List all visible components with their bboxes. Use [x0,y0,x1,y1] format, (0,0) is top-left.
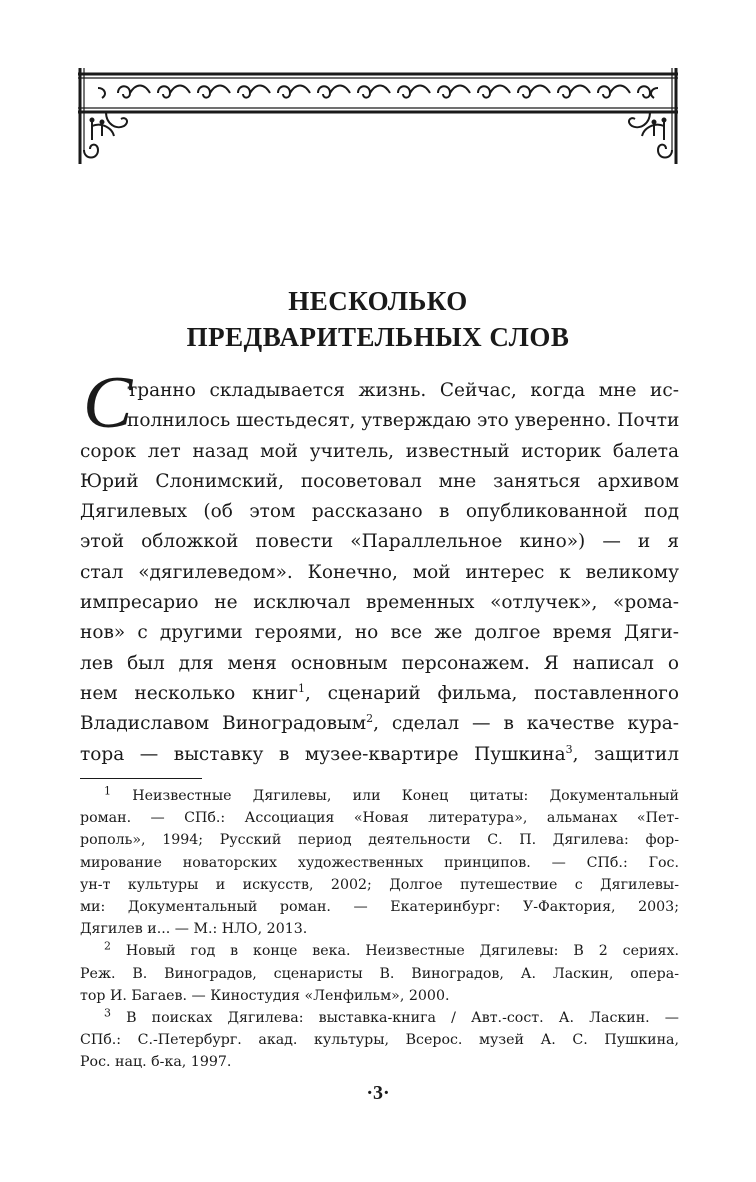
footnote-1-line: мирование новаторских художественных принципов. — СПб.: Гос. [80,854,679,871]
footnote-text: Неизвестные Дягилевы, или Конец цитаты: Документальный [132,788,679,804]
body-paragraph [80,376,679,770]
drop-cap-letter: С [83,362,133,444]
body-text-fragment: , защитил [572,743,679,765]
ornament-spirals [118,86,650,98]
footnote-3-line: Рос. нац. б-ка, 1997. [80,1054,232,1071]
footnote-2-number: 2 [104,939,111,953]
body-text-fragment: тора — выставку в музее-квартире Пушкина [80,743,566,765]
footnote-3-number: 3 [104,1006,111,1020]
body-line: транно складывается жизнь. Сейчас, когда мне ис- [127,380,679,401]
chapter-title-line-1: НЕСКОЛЬКО [288,286,468,316]
footnote-ref-1[interactable]: 1 [297,681,305,695]
body-text-fragment: Владиславом Виноградовым [80,713,367,735]
footnote-text: В поисках Дягилева: выставка-книга / Авт.-сост. А. Ласкин. — [126,1009,679,1026]
footnote-1-number: 1 [104,784,111,798]
body-line: Дягилевых (об этом рассказано в опубликованной под [80,501,679,523]
chapter-title [60,283,696,355]
body-line: полнилось шестьдесят, утверждаю это уверенно. Почти [127,410,680,432]
body-line: нов» с другими героями, но все же долгое время Дяги- [80,622,679,644]
footnotes [80,785,679,1073]
page-number: ·3· [366,1082,390,1104]
chapter-title-line-2: ПРЕДВАРИТЕЛЬНЫХ СЛОВ [186,322,570,352]
body-text-fragment: , сценарий фильма, поставленного [304,682,679,704]
body-line: импресарио не исключал временных «отлучек», «рома- [80,592,679,614]
footnote-3-line: СПб.: С.-Петербург. акад. культуры, Всерос. музей А. С. Пушкина, [80,1032,679,1049]
body-line: стал «дягилеведом». Конечно, мой интерес к великому [80,561,679,583]
ornament-left-corner [80,68,127,164]
body-line: сорок лет назад мой учитель, известный историк балета [80,440,679,462]
footnote-ref-3[interactable]: 3 [565,742,573,756]
body-line [80,709,679,739]
footnote-separator [80,778,202,779]
footnote-3-line [80,1007,679,1029]
footnote-1-line [80,785,679,807]
body-line: лев был для меня основным персонажем. Я написал о [80,652,679,674]
body-text-fragment: нем несколько книг [80,682,298,704]
footnote-2-line: Реж. В. Виноградов, сценаристы В. Виноградов, А. Ласкин, опера- [80,965,679,982]
body-line: этой обложкой повести «Параллельное кино») — и я [80,531,679,553]
footnote-2-line: тор И. Багаев. — Киностудия «Ленфильм», 2000. [80,987,450,1004]
footnote-2-line [80,940,679,962]
footnote-ref-2[interactable]: 2 [366,712,374,726]
body-line: Юрий Слонимский, посоветовал мне заняться архивом [80,470,679,492]
body-line [80,740,679,770]
footnote-1-line: роман. — СПб.: Ассоциация «Новая литература», альманах «Пет- [80,810,679,827]
footnote-1-line: ми: Документальный роман. — Екатеринбург: У-Фактория, 2003; [80,898,679,915]
decorative-ornament-border [78,68,678,166]
footnote-1-line: рополь», 1994; Русский период деятельности С. П. Дягилева: фор- [80,832,679,849]
footnote-text: Новый год в конце века. Неизвестные Дягилевы: В 2 сериях. [125,943,679,960]
footnote-1-line: Дягилев и... — М.: НЛО, 2013. [80,921,308,938]
body-text-fragment: , сделал — в качестве кура- [373,713,680,735]
ornament-right-corner [629,68,676,164]
body-line [80,679,679,709]
footnote-1-line: ун-т культуры и искусств, 2002; Долгое путешествие с Дягилевы- [80,876,679,893]
